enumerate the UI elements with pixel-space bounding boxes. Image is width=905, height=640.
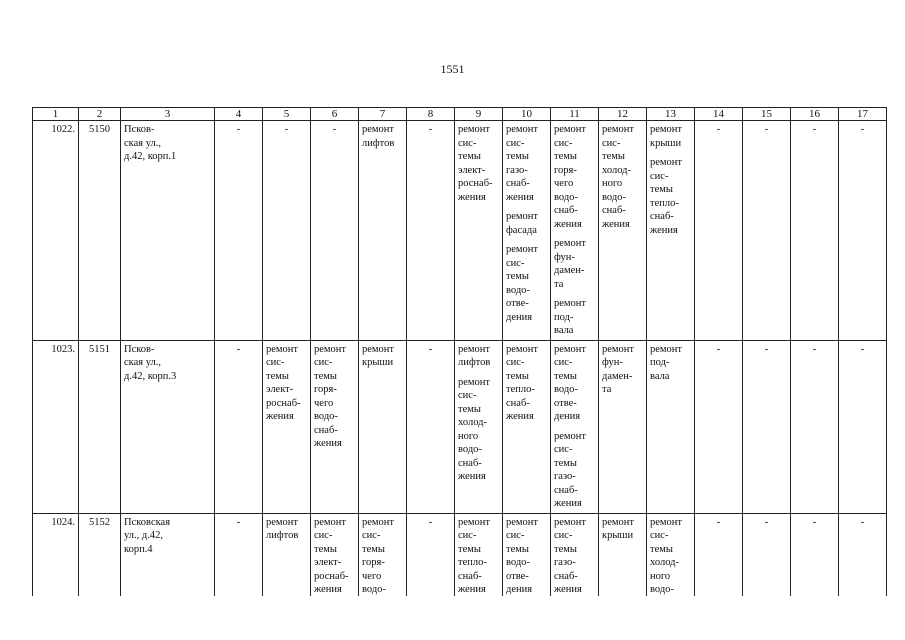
address-line: ская ул., [124, 137, 161, 149]
work-item [650, 123, 691, 150]
work-item-line: ремонт [266, 343, 299, 355]
work-item-line: роснаб- [458, 178, 493, 189]
work-item-line: ремонт [650, 516, 683, 528]
work-item-line: темы [506, 543, 529, 555]
work-item-line: сис- [506, 257, 525, 269]
column-number: 8 [407, 108, 455, 121]
work-item-line: ремонт [362, 516, 395, 528]
work-item-line: темы [506, 151, 529, 162]
work-item-line: ремонт [602, 124, 635, 135]
work-item-line: дения [506, 311, 533, 323]
work-item-line: жения [506, 191, 534, 203]
work-item-line: сис- [650, 530, 669, 541]
work-item-line: темы [554, 151, 577, 162]
work-item-line: элект- [266, 384, 294, 395]
empty-cell: - [695, 340, 743, 513]
work-cell [599, 121, 647, 341]
work-item-line: ремонт [506, 516, 539, 528]
work-item-line: та [602, 384, 612, 395]
work-cell [311, 513, 359, 605]
work-item [458, 516, 499, 597]
address-cell [121, 340, 215, 513]
work-item-line: холод- [458, 417, 487, 428]
empty-cell: - [311, 121, 359, 341]
empty-cell: - [407, 121, 455, 341]
work-item-line: темы [602, 151, 625, 162]
work-item-line: тепло- [506, 384, 535, 395]
work-item-line: отве- [506, 570, 529, 582]
work-item [266, 343, 307, 424]
work-item-line: сис- [506, 137, 525, 149]
work-item-line: сис- [602, 137, 621, 149]
work-item-line: темы [506, 370, 529, 382]
column-number: 13 [647, 108, 695, 121]
empty-cell: - [407, 340, 455, 513]
work-item-line: снаб- [554, 570, 578, 582]
work-cell [455, 513, 503, 605]
work-item [314, 516, 355, 597]
work-item-line: дамен- [602, 370, 633, 382]
column-number: 15 [743, 108, 791, 121]
work-item-line: темы [458, 543, 481, 555]
work-item-line: жения [458, 584, 486, 595]
work-cell [647, 340, 695, 513]
column-number: 3 [121, 108, 215, 121]
work-item-line: ремонт [650, 343, 683, 355]
work-item-line: жения [554, 218, 582, 230]
work-item [650, 343, 691, 384]
address-line: д.42, корп.1 [124, 151, 177, 162]
work-item-line: ремонт [458, 343, 491, 355]
empty-cell: - [743, 340, 791, 513]
column-number: 4 [215, 108, 263, 121]
work-item-line: ремонт [554, 516, 587, 528]
column-number: 12 [599, 108, 647, 121]
work-item [554, 516, 595, 597]
work-item-line: сис- [362, 530, 381, 541]
work-item-line: темы [314, 370, 337, 382]
work-item-line: ремонт [554, 124, 587, 135]
row-number-cell: 1024. [33, 513, 79, 605]
work-item-line: фун- [602, 357, 623, 368]
work-item [314, 343, 355, 451]
work-item-line: ремонт [554, 430, 587, 442]
table-row [33, 340, 887, 513]
row-number-cell: 1022. [33, 121, 79, 341]
work-item-line: жения [458, 191, 486, 203]
work-item-line: темы [458, 151, 481, 162]
work-cell [647, 121, 695, 341]
work-item-line: отве- [554, 397, 577, 409]
work-item [362, 123, 403, 150]
work-item [506, 516, 547, 597]
work-item-line: элект- [314, 557, 342, 568]
work-item-line: темы [506, 271, 529, 282]
work-item-line: та [554, 278, 564, 290]
work-item-line: лифтов [266, 530, 299, 541]
work-item-line: снаб- [458, 457, 482, 469]
address-cell [121, 121, 215, 341]
work-item-line: ремонт [458, 124, 491, 135]
work-cell [263, 513, 311, 605]
work-item [266, 516, 307, 543]
work-item [506, 243, 547, 324]
empty-cell: - [695, 121, 743, 341]
row-number-cell: 1023. [33, 340, 79, 513]
empty-cell: - [695, 513, 743, 605]
work-item-line: жения [506, 411, 534, 422]
work-item-line: газо- [506, 164, 528, 176]
work-item-line: газо- [554, 471, 576, 482]
empty-cell: - [407, 513, 455, 605]
work-item-line: сис- [554, 137, 573, 149]
address-line: д.42, корп.3 [124, 370, 177, 382]
work-item-line: водо- [506, 284, 530, 296]
work-item-line: ремонт [554, 238, 587, 249]
work-cell [551, 513, 599, 605]
work-item-line: чего [554, 178, 574, 189]
work-item-line: жения [314, 438, 342, 449]
address-line: Псковская [124, 516, 171, 528]
empty-cell: - [839, 121, 887, 341]
work-item-line: жения [650, 224, 678, 236]
work-item-line: ного [458, 430, 479, 442]
work-item-line: ремонт [362, 124, 395, 135]
work-item-line: сис- [506, 530, 525, 541]
work-cell [503, 340, 551, 513]
work-cell [599, 340, 647, 513]
works-table [32, 107, 887, 606]
work-item-line: горя- [362, 557, 385, 568]
work-item-line: темы [554, 543, 577, 555]
work-item-line: сис- [650, 170, 669, 182]
house-code-cell: 5151 [79, 340, 121, 513]
work-item-line: ремонт [650, 124, 683, 135]
work-item-line: под- [554, 311, 574, 323]
work-item-line: горя- [554, 164, 577, 176]
empty-cell: - [743, 121, 791, 341]
work-item-line: горя- [314, 384, 337, 395]
work-item-line: тепло- [650, 197, 679, 209]
house-code-cell: 5150 [79, 121, 121, 341]
work-item-line: жения [554, 498, 582, 509]
column-number: 16 [791, 108, 839, 121]
work-item [650, 156, 691, 237]
column-number: 7 [359, 108, 407, 121]
work-item-line: ремонт [554, 298, 587, 309]
empty-cell: - [791, 513, 839, 605]
work-item [506, 343, 547, 424]
work-item-line: водо- [506, 557, 530, 568]
work-item [650, 516, 691, 597]
work-cell [503, 121, 551, 341]
work-item-line: темы [362, 543, 385, 555]
work-item-line: водо- [362, 584, 386, 595]
empty-cell: - [263, 121, 311, 341]
work-item-line: снаб- [602, 205, 626, 216]
work-item-line: водо- [602, 191, 626, 203]
work-item-line: холод- [602, 164, 631, 176]
work-item-line: сис- [266, 357, 285, 368]
work-item-line: холод- [650, 557, 679, 568]
work-item-line: ремонт [506, 124, 539, 135]
work-item-line: жения [266, 411, 294, 422]
work-item-line: темы [314, 543, 337, 555]
work-item-line: сис- [458, 390, 477, 401]
work-item [506, 210, 547, 237]
address-line: Псков- [124, 124, 155, 135]
work-item-line: снаб- [314, 424, 338, 436]
work-item-line: темы [554, 457, 577, 469]
work-cell [455, 340, 503, 513]
work-item-line: вала [650, 370, 670, 382]
work-item [554, 297, 595, 338]
work-item-line: сис- [554, 444, 573, 455]
work-item-line: ремонт [458, 516, 491, 528]
work-item-line: ремонт [602, 516, 635, 528]
work-item-line: ремонт [506, 343, 539, 355]
work-item-line: чего [362, 570, 382, 582]
work-item-line: снаб- [506, 397, 530, 409]
work-cell [359, 340, 407, 513]
work-item-line: жения [602, 218, 630, 230]
work-cell [647, 513, 695, 605]
empty-cell: - [215, 340, 263, 513]
work-cell [455, 121, 503, 341]
column-number: 1 [33, 108, 79, 121]
work-item [362, 343, 403, 370]
table-row [33, 121, 887, 341]
column-number-row [33, 108, 887, 121]
work-item-line: водо- [650, 584, 674, 595]
work-item-line: дения [506, 584, 533, 595]
work-item-line: темы [554, 370, 577, 382]
work-item-line: темы [650, 543, 673, 555]
work-item-line: ремонт [266, 516, 299, 528]
work-item [506, 123, 547, 204]
address-line: корп.4 [124, 543, 153, 555]
work-item-line: снаб- [506, 178, 530, 189]
work-item-line: фун- [554, 251, 575, 263]
work-item-line: фасада [506, 224, 537, 236]
column-number: 5 [263, 108, 311, 121]
work-item-line: крыши [602, 530, 634, 541]
work-item-line: темы [650, 184, 673, 195]
work-item-line: чего [314, 397, 334, 409]
work-item-line: сис- [554, 357, 573, 368]
work-item-line: темы [266, 370, 289, 382]
empty-cell: - [839, 340, 887, 513]
work-item-line: вала [554, 325, 574, 336]
work-item-line: ного [650, 570, 671, 582]
work-item-line: снаб- [554, 484, 578, 496]
work-item-line: отве- [506, 298, 529, 309]
work-item-line: дения [554, 411, 581, 422]
address-line: Псков- [124, 343, 155, 355]
table-row [33, 513, 887, 605]
work-cell [503, 513, 551, 605]
work-cell [359, 513, 407, 605]
work-item-line: водо- [554, 384, 578, 395]
work-item-line: лифтов [458, 357, 491, 368]
work-item-line: водо- [314, 411, 338, 422]
work-cell [263, 340, 311, 513]
empty-cell: - [743, 513, 791, 605]
work-item [362, 516, 403, 597]
work-item-line: ремонт [314, 516, 347, 528]
work-item-line: темы [458, 403, 481, 415]
column-number: 6 [311, 108, 359, 121]
work-item [602, 343, 643, 397]
work-item-line: снаб- [458, 570, 482, 582]
work-cell [599, 513, 647, 605]
work-cell [551, 121, 599, 341]
work-item-line: тепло- [458, 557, 487, 568]
work-item [554, 343, 595, 424]
address-cell [121, 513, 215, 605]
work-item-line: ремонт [314, 343, 347, 355]
column-number: 17 [839, 108, 887, 121]
work-cell [359, 121, 407, 341]
address-line: ская ул., [124, 357, 161, 368]
work-item-line: сис- [554, 530, 573, 541]
work-item-line: роснаб- [314, 570, 349, 582]
work-item-line: ремонт [650, 157, 683, 168]
work-item-line: крыши [362, 357, 394, 368]
house-code-cell: 5152 [79, 513, 121, 605]
work-item [602, 516, 643, 543]
work-item-line: жения [458, 471, 486, 482]
work-item [602, 123, 643, 231]
work-item-line: снаб- [650, 211, 674, 222]
work-item-line: сис- [314, 530, 333, 541]
page-number: 1551 [440, 62, 465, 76]
work-item-line: ремонт [362, 343, 395, 355]
work-item-line: жения [314, 584, 342, 595]
column-number: 11 [551, 108, 599, 121]
page-bottom-mask [0, 596, 905, 640]
work-cell [551, 340, 599, 513]
work-cell [311, 340, 359, 513]
work-item-line: ремонт [554, 343, 587, 355]
empty-cell: - [791, 340, 839, 513]
work-item-line: дамен- [554, 265, 585, 276]
work-item-line: под- [650, 357, 670, 368]
column-number: 10 [503, 108, 551, 121]
column-number: 9 [455, 108, 503, 121]
work-item-line: водо- [554, 191, 578, 203]
work-item-line: снаб- [554, 205, 578, 216]
empty-cell: - [791, 121, 839, 341]
work-item-line: элект- [458, 164, 486, 176]
work-item-line: водо- [458, 444, 482, 455]
column-number: 14 [695, 108, 743, 121]
empty-cell: - [839, 513, 887, 605]
work-item-line: лифтов [362, 137, 395, 149]
work-item [554, 237, 595, 291]
work-item-line: ремонт [602, 343, 635, 355]
address-line: ул., д.42, [124, 530, 163, 541]
work-item-line: ремонт [506, 211, 539, 222]
empty-cell: - [215, 513, 263, 605]
column-number: 2 [79, 108, 121, 121]
work-item-line: крыши [650, 137, 682, 149]
work-item [458, 123, 499, 204]
work-item-line: сис- [314, 357, 333, 368]
work-item-line: жения [554, 584, 582, 595]
work-item-line: роснаб- [266, 397, 301, 409]
work-item [458, 343, 499, 370]
work-item [554, 430, 595, 511]
work-item-line: ного [602, 178, 623, 189]
empty-cell: - [215, 121, 263, 341]
work-item [554, 123, 595, 231]
work-item-line: ремонт [506, 244, 539, 255]
work-item-line: ремонт [458, 376, 491, 388]
work-item-line: сис- [458, 137, 477, 149]
work-item-line: сис- [458, 530, 477, 541]
work-item [458, 376, 499, 484]
work-item-line: газо- [554, 557, 576, 568]
work-item-line: сис- [506, 357, 525, 368]
